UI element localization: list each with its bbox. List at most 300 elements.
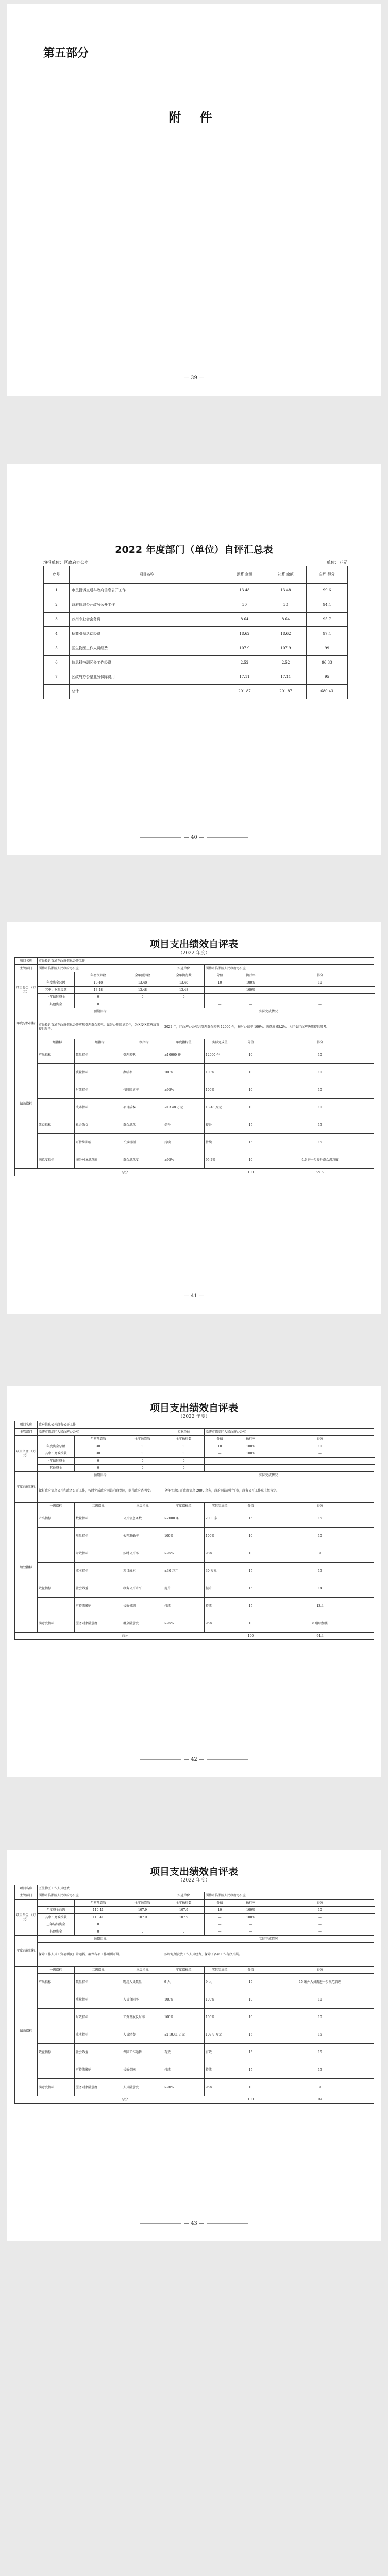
table-row	[15, 1421, 374, 1429]
table-cell: 提升	[163, 1116, 205, 1134]
table-cell: 年初预算数	[75, 1436, 122, 1443]
table-cell: 长效机制	[122, 1134, 163, 1151]
table-cell: —	[205, 1465, 235, 1472]
column-header: 三级指标	[122, 1967, 163, 1974]
table-cell: 5	[44, 641, 70, 656]
perf-table	[14, 1885, 374, 2104]
table-cell: 13.48	[75, 979, 122, 987]
table-cell	[38, 1598, 75, 1615]
label-cell: 项目资金 （万元）	[15, 972, 38, 1008]
table-cell: 提升	[205, 1116, 235, 1134]
table-row	[15, 1885, 374, 1892]
table-cell: 100%	[163, 1991, 205, 2009]
summary-table	[43, 566, 348, 699]
table-cell: ≤110.41 万元	[163, 2026, 205, 2044]
column-header: 决算 金额	[265, 566, 307, 584]
table-cell: ≥10000 件	[163, 1046, 205, 1064]
table-cell: —	[235, 1001, 266, 1008]
table-cell: 10	[235, 1528, 266, 1545]
table-cell: 总分	[15, 2096, 235, 2104]
table-cell: 9 人	[163, 1974, 205, 1991]
project-name: 区生物医工作人员经费	[38, 1885, 374, 1892]
label-cell: 项目资金 （万元）	[15, 1436, 38, 1472]
column-header: 二级指标	[75, 1039, 122, 1046]
table-row	[15, 1450, 374, 1458]
table-cell: 10	[235, 1099, 266, 1116]
table-cell: 30	[163, 1450, 205, 1458]
table-cell: —	[235, 1928, 266, 1936]
table-cell: 时效指标	[75, 2009, 122, 2026]
table-cell	[38, 1081, 75, 1099]
table-row	[15, 1991, 374, 2009]
table-cell: 政府信息公开政务公开工作	[70, 598, 224, 613]
table-cell: 持续	[163, 2061, 205, 2079]
table-row	[15, 1943, 374, 1967]
table-cell: 长效保障	[122, 2061, 163, 2079]
table-cell: 13.48	[122, 979, 163, 987]
table-cell: 2.52	[224, 656, 265, 670]
table-cell: —	[266, 1450, 374, 1458]
table-cell: 0	[163, 994, 205, 1001]
table-cell: 10	[235, 1545, 266, 1563]
table-cell: —	[205, 1450, 235, 1458]
label-cell: 上年结转资金	[38, 1921, 75, 1928]
table-cell: 分值	[205, 972, 235, 979]
table-cell: 9	[266, 1545, 374, 1563]
table-cell	[38, 1528, 75, 1545]
label-cell: 项目名称	[15, 1885, 38, 1892]
table-cell: 15	[266, 1116, 374, 1134]
table-cell: 30	[122, 1443, 163, 1450]
table-row	[15, 1580, 374, 1598]
table-cell: 97.4	[307, 627, 348, 641]
table-cell: 有效	[163, 2044, 205, 2061]
table-cell: 15	[235, 2061, 266, 2079]
table-cell: 30	[163, 1443, 205, 1450]
table-cell: 质量指标	[75, 1064, 122, 1081]
table-cell: 产出指标	[38, 1974, 75, 1991]
table-cell: 107.9	[122, 1914, 163, 1921]
table-cell: 10	[266, 979, 374, 987]
table-cell	[38, 1545, 75, 1563]
table-cell	[38, 2009, 75, 2026]
column-header: 一级指标	[38, 1039, 75, 1046]
table-cell: 持续	[205, 2061, 235, 2079]
table-cell: 人员满意度	[122, 2079, 163, 2096]
table-row	[15, 1907, 374, 1914]
table-cell: 持续	[205, 1598, 235, 1615]
table-row	[44, 598, 348, 613]
table-row	[15, 1001, 374, 1008]
table-cell: 持续	[205, 1134, 235, 1151]
table-row	[44, 584, 348, 598]
table-cell: 3	[44, 613, 70, 627]
table-cell: 10	[235, 2079, 266, 2096]
table-row	[15, 1015, 374, 1039]
column-header: 一级指标	[38, 1503, 75, 1510]
table-cell: 10	[235, 2009, 266, 2026]
table-cell: 14	[266, 1580, 374, 1598]
project-name: 政府信息公开政务公开工作	[38, 1421, 374, 1429]
table-cell: 持续	[163, 1598, 205, 1615]
label-cell: 年度总体目标	[15, 1472, 38, 1503]
table-cell: 100	[235, 1169, 266, 1176]
table-cell: 15	[235, 1134, 266, 1151]
table-cell: —	[266, 1921, 374, 1928]
column-header: 分值	[235, 1967, 266, 1974]
table-cell: 公开信息条数	[122, 1510, 163, 1528]
table-cell: 执行率	[235, 1436, 266, 1443]
summary-page	[7, 464, 381, 855]
table-cell: 全年执行数	[163, 1900, 205, 1907]
perf-year: （2022 年度）	[178, 951, 210, 956]
table-cell: 服务对象满意度	[75, 1151, 122, 1169]
label-cell: 主管部门	[15, 1892, 38, 1900]
table-cell: 工资发放及时率	[122, 2009, 163, 2026]
table-cell: 质量指标	[75, 1991, 122, 2009]
table-cell: 9 人	[205, 1974, 235, 1991]
table-cell: —	[266, 1458, 374, 1465]
table-row	[15, 1039, 374, 1046]
label-cell: 项目名称	[15, 958, 38, 965]
table-cell: 0	[75, 1928, 122, 1936]
perf-title: 项目支出绩效自评表	[149, 1866, 238, 1877]
table-cell: 人员经费	[122, 2026, 163, 2044]
label-cell: 预期目标	[38, 1936, 163, 1943]
perf-title: 项目支出绩效自评表	[149, 1402, 238, 1414]
table-row	[44, 627, 348, 641]
table-cell: 17.11	[224, 670, 265, 685]
table-cell	[44, 685, 70, 699]
table-cell: 10	[266, 1064, 374, 1081]
project-name: 市民投诉直通车政府信息公开工作	[38, 958, 374, 965]
table-cell: 持续	[163, 1134, 205, 1151]
label-cell: 其他资金	[38, 1928, 75, 1936]
table-row	[15, 1633, 374, 1640]
table-cell: —	[205, 994, 235, 1001]
table-cell: 10	[266, 1907, 374, 1914]
table-cell: 95	[307, 670, 348, 685]
table-cell: 提升	[205, 1580, 235, 1598]
table-row	[15, 2026, 374, 2044]
table-row	[44, 656, 348, 670]
column-header: 实际完成值	[205, 1039, 235, 1046]
label-cell: 其他资金	[38, 1001, 75, 1008]
table-cell: —	[235, 994, 266, 1001]
perf-page	[7, 1850, 381, 2241]
table-cell: 2000 条	[205, 1510, 235, 1528]
table-cell: 15	[235, 1116, 266, 1134]
table-cell: —	[205, 987, 235, 994]
table-cell: 社会效益	[75, 2044, 122, 2061]
table-row	[15, 1443, 374, 1450]
table-cell: 政务公开水平	[122, 1580, 163, 1598]
table-cell: 受理来电	[122, 1046, 163, 1064]
table-cell: 产出指标	[38, 1046, 75, 1064]
table-cell: ≤30 万元	[163, 1563, 205, 1580]
table-cell: 10	[235, 1064, 266, 1081]
table-cell: 群众满意	[122, 1116, 163, 1134]
label-cell: 其中：财政拨款	[38, 1450, 75, 1458]
column-header: 得分	[266, 1039, 374, 1046]
table-cell: 15	[235, 2044, 266, 2061]
table-cell: 服务对象满意度	[75, 1615, 122, 1633]
column-header: 二级指标	[75, 1503, 122, 1510]
table-cell: 13.48	[122, 987, 163, 994]
table-cell: 0	[122, 1921, 163, 1928]
perf-table	[14, 957, 374, 1176]
label-cell: 其中：财政拨款	[38, 1914, 75, 1921]
table-cell: 10	[266, 1528, 374, 1545]
table-cell: 效益指标	[38, 1580, 75, 1598]
label-cell: 上年结转资金	[38, 1458, 75, 1465]
table-cell: —	[205, 1914, 235, 1921]
table-row	[15, 987, 374, 994]
impl-unit: 淄博市临淄区人民政府办公室	[205, 1429, 374, 1436]
table-cell: 0	[122, 1458, 163, 1465]
table-row	[15, 1099, 374, 1116]
table-cell: 质量指标	[75, 1528, 122, 1545]
table-row	[15, 1892, 374, 1900]
table-row	[15, 2079, 374, 2096]
table-cell: 9.6 进一步提升群众满意度	[266, 1151, 374, 1169]
table-cell: 0	[75, 1465, 122, 1472]
table-row	[15, 2044, 374, 2061]
impl-unit: 淄博市临淄区人民政府办公室	[205, 965, 374, 972]
table-cell: 0	[163, 1928, 205, 1936]
column-header: 分值	[235, 1503, 266, 1510]
table-cell: 10	[266, 1991, 374, 2009]
table-cell: 12000 件	[205, 1046, 235, 1064]
table-cell: 100%	[235, 1443, 266, 1450]
table-row	[44, 670, 348, 685]
table-cell: 15	[266, 2061, 374, 2079]
label-cell	[38, 1436, 75, 1443]
table-cell: 6	[44, 656, 70, 670]
table-cell: 100%	[163, 1064, 205, 1081]
table-cell: —	[266, 1928, 374, 1936]
table-cell: 提升	[163, 1580, 205, 1598]
table-cell: 服务对象满意度	[75, 2079, 122, 2096]
table-cell: 全年预算数	[122, 972, 163, 979]
perf-table	[14, 1421, 374, 1640]
label-cell: 实际完成情况	[163, 1008, 374, 1015]
table-cell: 110.41	[75, 1907, 122, 1914]
table-cell: 99	[307, 641, 348, 656]
table-cell: 99	[266, 2096, 374, 2104]
table-cell: 13.48	[75, 987, 122, 994]
perf-page	[7, 922, 381, 1314]
table-row	[15, 1528, 374, 1545]
perf-page	[7, 1386, 381, 1777]
table-cell: ≥2000 条	[163, 1510, 205, 1528]
table-cell: 15	[266, 2026, 374, 2044]
table-cell	[38, 2026, 75, 2044]
label-cell: 项目资金 （万元）	[15, 1900, 38, 1936]
table-cell: 8.64	[265, 613, 307, 627]
table-cell: 满意度指标	[38, 1151, 75, 1169]
table-row	[15, 1465, 374, 1472]
table-cell: 区政府办公室业务保障费用	[70, 670, 224, 685]
column-header: 得分	[266, 1967, 374, 1974]
table-row	[15, 1479, 374, 1503]
table-cell: 15	[235, 1580, 266, 1598]
table-cell: 15	[266, 1563, 374, 1580]
table-cell: 社会效益	[75, 1580, 122, 1598]
table-cell: 95%	[205, 2079, 235, 2096]
column-header: 项目名称	[70, 566, 224, 584]
summary-title: 2022 年度部门（单位）自评汇总表	[115, 544, 273, 555]
label-cell: 主管部门	[15, 1429, 38, 1436]
goal-actual: 2022 年，区政府办公室共受理群众来电 12000 件，按时办结率 100%，满意度 95.2%，为区委区政府决策提供参考。	[163, 1015, 374, 1039]
table-cell: 总分	[15, 1169, 235, 1176]
goal-expected: 保障工作人员工资福利及日常运转，确保各项工作顺利开展。	[38, 1943, 163, 1967]
perf-year: （2022 年度）	[178, 1414, 210, 1419]
table-cell: 信息科技副区长工作经费	[70, 656, 224, 670]
table-cell: 100%	[205, 1064, 235, 1081]
table-cell: 产出指标	[38, 1510, 75, 1528]
table-cell: —	[205, 1928, 235, 1936]
table-cell: 98%	[205, 1545, 235, 1563]
table-cell: 7	[44, 670, 70, 685]
table-cell	[38, 1064, 75, 1081]
table-cell: 17.11	[265, 670, 307, 685]
page-number: — 40 —	[7, 835, 381, 840]
table-cell: 年初预算数	[75, 1900, 122, 1907]
table-cell: 群众满意度	[122, 1615, 163, 1633]
table-cell: ≥95%	[163, 1151, 205, 1169]
table-row	[15, 979, 374, 987]
table-row	[15, 2096, 374, 2104]
table-cell: 区生物医工作人员经费	[70, 641, 224, 656]
table-cell: —	[266, 994, 374, 1001]
table-row	[15, 1921, 374, 1928]
table-cell: 分值	[205, 1900, 235, 1907]
table-cell: 100%	[163, 1528, 205, 1545]
table-row	[15, 958, 374, 965]
table-cell: 10	[266, 1081, 374, 1099]
table-cell: —	[235, 1465, 266, 1472]
column-header: 二级指标	[75, 1967, 122, 1974]
label-cell: 绩效指标	[15, 1967, 38, 2096]
table-cell: 数量指标	[75, 1046, 122, 1064]
table-cell: 聘用人员数量	[122, 1974, 163, 1991]
table-cell: 时效指标	[75, 1545, 122, 1563]
table-cell: 总计	[70, 685, 224, 699]
table-cell: 100	[235, 1633, 266, 1640]
table-cell: 效益指标	[38, 1116, 75, 1134]
table-cell: 群众满意度	[122, 1151, 163, 1169]
table-row	[15, 1116, 374, 1134]
label-cell: 预期目标	[38, 1472, 163, 1479]
label-cell: 绩效指标	[15, 1039, 38, 1169]
table-cell: 可持续影响	[75, 2061, 122, 2079]
impl-unit: 淄博市临淄区人民政府办公室	[205, 1892, 374, 1900]
table-cell: 30	[75, 1443, 122, 1450]
column-header: 实际完成值	[205, 1503, 235, 1510]
table-cell: 107.9	[163, 1914, 205, 1921]
table-row	[15, 1598, 374, 1615]
column-header: 得分	[266, 1503, 374, 1510]
table-cell: 全年执行数	[163, 1436, 205, 1443]
table-cell: 执行率	[235, 1900, 266, 1907]
table-cell: 苏州专业会会务费	[70, 613, 224, 627]
table-cell: 2.52	[265, 656, 307, 670]
label-cell: 实际完成情况	[163, 1936, 374, 1943]
table-cell: 110.41	[75, 1914, 122, 1921]
table-row	[15, 1545, 374, 1563]
label-cell	[38, 1900, 75, 1907]
table-cell: 15 编外人员需进一步规范管理	[266, 1974, 374, 1991]
table-cell: 效益指标	[38, 2044, 75, 2061]
table-cell: 13.48	[224, 584, 265, 598]
label-cell: 项目名称	[15, 1421, 38, 1429]
dept-name: 淄博市临淄区人民政府办公室	[38, 1892, 163, 1900]
table-cell: 0	[75, 1921, 122, 1928]
table-cell: 10	[235, 1615, 266, 1633]
table-cell: 100	[235, 2096, 266, 2104]
table-cell: 0	[75, 1001, 122, 1008]
table-cell: 15	[266, 1134, 374, 1151]
table-row	[15, 965, 374, 972]
table-cell: 市民投诉直通车政府信息公开工作	[70, 584, 224, 598]
table-cell: 得分	[266, 972, 374, 979]
table-cell: 95.7	[307, 613, 348, 627]
table-cell: —	[266, 987, 374, 994]
table-cell: 10	[235, 1046, 266, 1064]
table-row	[15, 1008, 374, 1015]
table-cell: 0	[163, 1921, 205, 1928]
table-cell: 有效	[205, 2044, 235, 2061]
table-cell: 30	[224, 598, 265, 613]
label-cell: 年度总体目标	[15, 1008, 38, 1039]
table-row	[15, 1563, 374, 1580]
table-cell: 95%	[205, 1615, 235, 1633]
table-row	[15, 1436, 374, 1443]
table-cell: 成本指标	[75, 1563, 122, 1580]
table-cell: 得分	[266, 1900, 374, 1907]
table-cell: 100%	[235, 1914, 266, 1921]
amount-unit: 单位：万元	[327, 560, 347, 565]
table-cell: 10	[235, 1151, 266, 1169]
table-row	[15, 972, 374, 979]
table-cell: 10	[205, 1907, 235, 1914]
table-cell: 分值	[205, 1436, 235, 1443]
table-cell: 2	[44, 598, 70, 613]
table-cell: 30	[122, 1450, 163, 1458]
table-cell: 15	[235, 2026, 266, 2044]
goal-expected: 市民投诉直通车政府信息公开实现受理群众来电，做好办理回复工作，为区委区政府决策提供参考。	[38, 1015, 163, 1039]
label-cell: 其他资金	[38, 1465, 75, 1472]
page-number: — 39 —	[7, 375, 381, 381]
table-row	[15, 1134, 374, 1151]
table-row	[15, 2009, 374, 2026]
table-cell: 全年预算数	[122, 1900, 163, 1907]
appendix-cover-page	[7, 4, 381, 396]
table-cell: 0	[122, 1465, 163, 1472]
table-cell: —	[205, 1001, 235, 1008]
table-cell: 13.48	[163, 987, 205, 994]
table-row	[44, 641, 348, 656]
perf-title: 项目支出绩效自评表	[149, 939, 238, 950]
table-cell: 0	[163, 1001, 205, 1008]
column-header: 三级指标	[122, 1039, 163, 1046]
table-cell: 成本指标	[75, 1099, 122, 1116]
table-cell: 满意度指标	[38, 1615, 75, 1633]
table-cell: 成本指标	[75, 2026, 122, 2044]
table-cell: 1	[44, 584, 70, 598]
label-cell: 主管部门	[15, 965, 38, 972]
